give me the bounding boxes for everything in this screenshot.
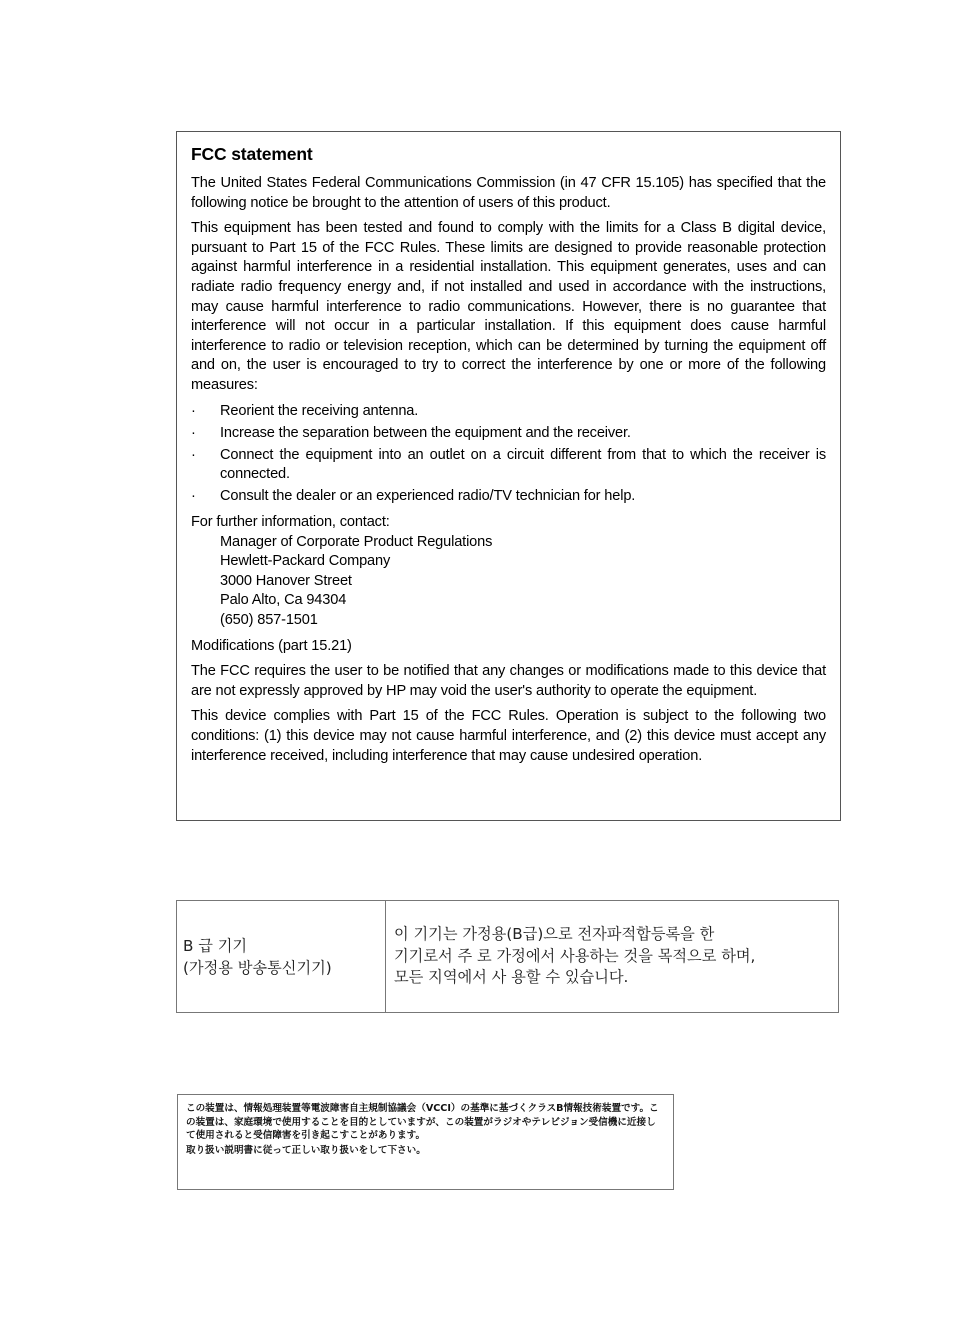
modifications-paragraph: The FCC requires the user to be notified that any changes or modifications made to this device that are not expressly approved by HP may void the user's authority to operate the equipment. — [191, 663, 826, 699]
measure-text: Reorient the receiving antenna. — [220, 402, 419, 419]
korea-statement-cell — [386, 901, 839, 1013]
measure-text: Connect the equipment into an outlet on a circuit different from that to which the receiver is connected. — [220, 446, 826, 483]
list-item — [191, 424, 826, 444]
japan-vcci-box — [177, 1094, 674, 1190]
bullet-icon: · — [191, 446, 196, 463]
table-row — [177, 901, 839, 1013]
contact-line: Hewlett-Packard Company — [220, 553, 391, 570]
fcc-title: FCC statement — [191, 144, 313, 164]
fcc-measures-list — [191, 402, 826, 507]
list-item — [191, 446, 826, 485]
list-item — [191, 402, 826, 422]
measure-text: Increase the separation between the equipment and the receiver. — [220, 424, 631, 441]
bullet-icon: · — [191, 488, 196, 505]
compliance-paragraph: This device complies with Part 15 of the FCC Rules. Operation is subject to the following two conditions: (1) this device may not cause harmful interference, and (2) this device must accept any interference received, including interference that may cause undesired operation. — [191, 708, 826, 764]
korea-class-b-table — [176, 900, 839, 1013]
measure-text: Consult the dealer or an experienced radio/TV technician for help. — [220, 488, 636, 505]
bullet-icon: · — [191, 402, 196, 419]
fcc-intro-paragraph: The United States Federal Communications Commission (in 47 CFR 15.105) has specified that the following notice be brought to the attention of users of this product. — [191, 175, 826, 211]
bullet-icon: · — [191, 424, 196, 441]
korea-statement-line: 모든 지역에서 사 용할 수 있습니다. — [394, 968, 629, 987]
korea-class-sublabel: (가정용 방송통신기기) — [183, 958, 332, 977]
contact-line: Palo Alto, Ca 94304 — [220, 592, 347, 609]
contact-line: Manager of Corporate Product Regulations — [220, 533, 493, 550]
contact-line: 3000 Hanover Street — [220, 572, 352, 589]
vcci-instruction: 取り扱い説明書に従って正しい取り扱いをして下さい。 — [186, 1144, 426, 1156]
contact-address — [191, 533, 826, 631]
vcci-statement: この装置は、情報処理装置等電波障害自主規制協議会（VCCI）の基準に基づくクラスB情報技術装置です。この装置は、家庭環境で使用することを目的としていますが、この装置がラジオやテレビジョン受信機に近接して使用されると受信障害を引き起こすことがあります。 — [186, 1103, 659, 1141]
contact-phone: (650) 857-1501 — [220, 611, 318, 628]
contact-block — [191, 513, 826, 631]
korea-class-label: B 급 기기 — [183, 936, 248, 955]
list-item — [191, 487, 826, 507]
korea-class-cell — [177, 901, 386, 1013]
modifications-heading: Modifications (part 15.21) — [191, 637, 352, 654]
korea-statement-line: 기기로서 주 로 가정에서 사용하는 것을 목적으로 하며, — [394, 946, 756, 965]
fcc-statement-box — [176, 131, 841, 821]
contact-heading: For further information, contact: — [191, 514, 390, 530]
fcc-body-paragraph: This equipment has been tested and found to comply with the limits for a Class B digital device, pursuant to Part 15 of the FCC Rules. These limits are designed to provide reasonable protection against harmful interference in a residential installation. This equipment generates, uses and can radiate radio frequency energy and, if not installed and used in accordance with the instructions, may cause harmful interference to radio communications. However, there is no guarantee that interference will not occur in a particular installation. If this equipment does cause harmful interference to radio or television reception, which can be determined by turning the equipment off and on, the user is encouraged to try to correct the interference by one or more of the following measures: — [191, 220, 826, 393]
korea-statement-line: 이 기기는 가정용(B급)으로 전자파적합등록을 한 — [394, 925, 715, 944]
